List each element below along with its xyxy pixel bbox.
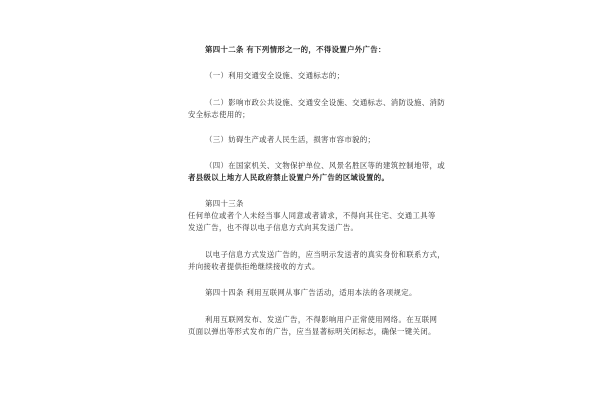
article-44-intro: 利用互联网从事广告活动，适用本法的各项规定。 (246, 288, 417, 297)
article-43-heading: 第四十三条 (205, 199, 244, 208)
article-42-heading: 第四十二条 (205, 45, 244, 54)
article-44-heading: 第四十四条 (205, 288, 244, 297)
article-43-para-1-line-1: 任何单位或者个人未经当事人同意或者请求，不得向其住宅、交通工具等 (188, 211, 436, 220)
article-42-item-1: （一）利用交通安全设施、交通标志的； (205, 71, 345, 80)
article-42-item-3: （三）妨碍生产或者人民生活，损害市容市貌的； (205, 135, 376, 144)
article-44-line (205, 288, 417, 298)
article-42-item-4-line-1: （四）在国家机关、文物保护单位、风景名胜区等的建筑控制地带，或 (205, 161, 445, 170)
article-44-para-1-line-2: 页面以弹出等形式发布的广告，应当显著标明关闭标志，确保一键关闭。 (188, 327, 436, 336)
article-43-para-1-line-2: 发送广告，也不得以电子信息方式向其发送广告。 (188, 223, 359, 232)
article-42-intro: 有下列情形之一的，不得设置户外广告： (246, 45, 386, 54)
article-44-para-1-line-1: 利用互联网发布、发送广告，不得影响用户正常使用网络。在互联网 (205, 315, 438, 324)
article-43-para-2-line-2: 并向接收者提供拒绝继续接收的方式。 (188, 262, 320, 271)
article-43-para-2-line-1: 以电子信息方式发送广告的，应当明示发送者的真实身份和联系方式， (205, 250, 445, 259)
article-42-item-4-line-2: 者县级以上地方人民政府禁止设置户外广告的区域设置的。 (188, 173, 390, 182)
article-42-item-2-line-2: 安全标志使用的； (188, 110, 250, 119)
article-42-line (205, 45, 386, 55)
article-42-item-2-line-1: （二）影响市政公共设施、交通安全设施、交通标志、消防设施、消防 (205, 98, 445, 107)
